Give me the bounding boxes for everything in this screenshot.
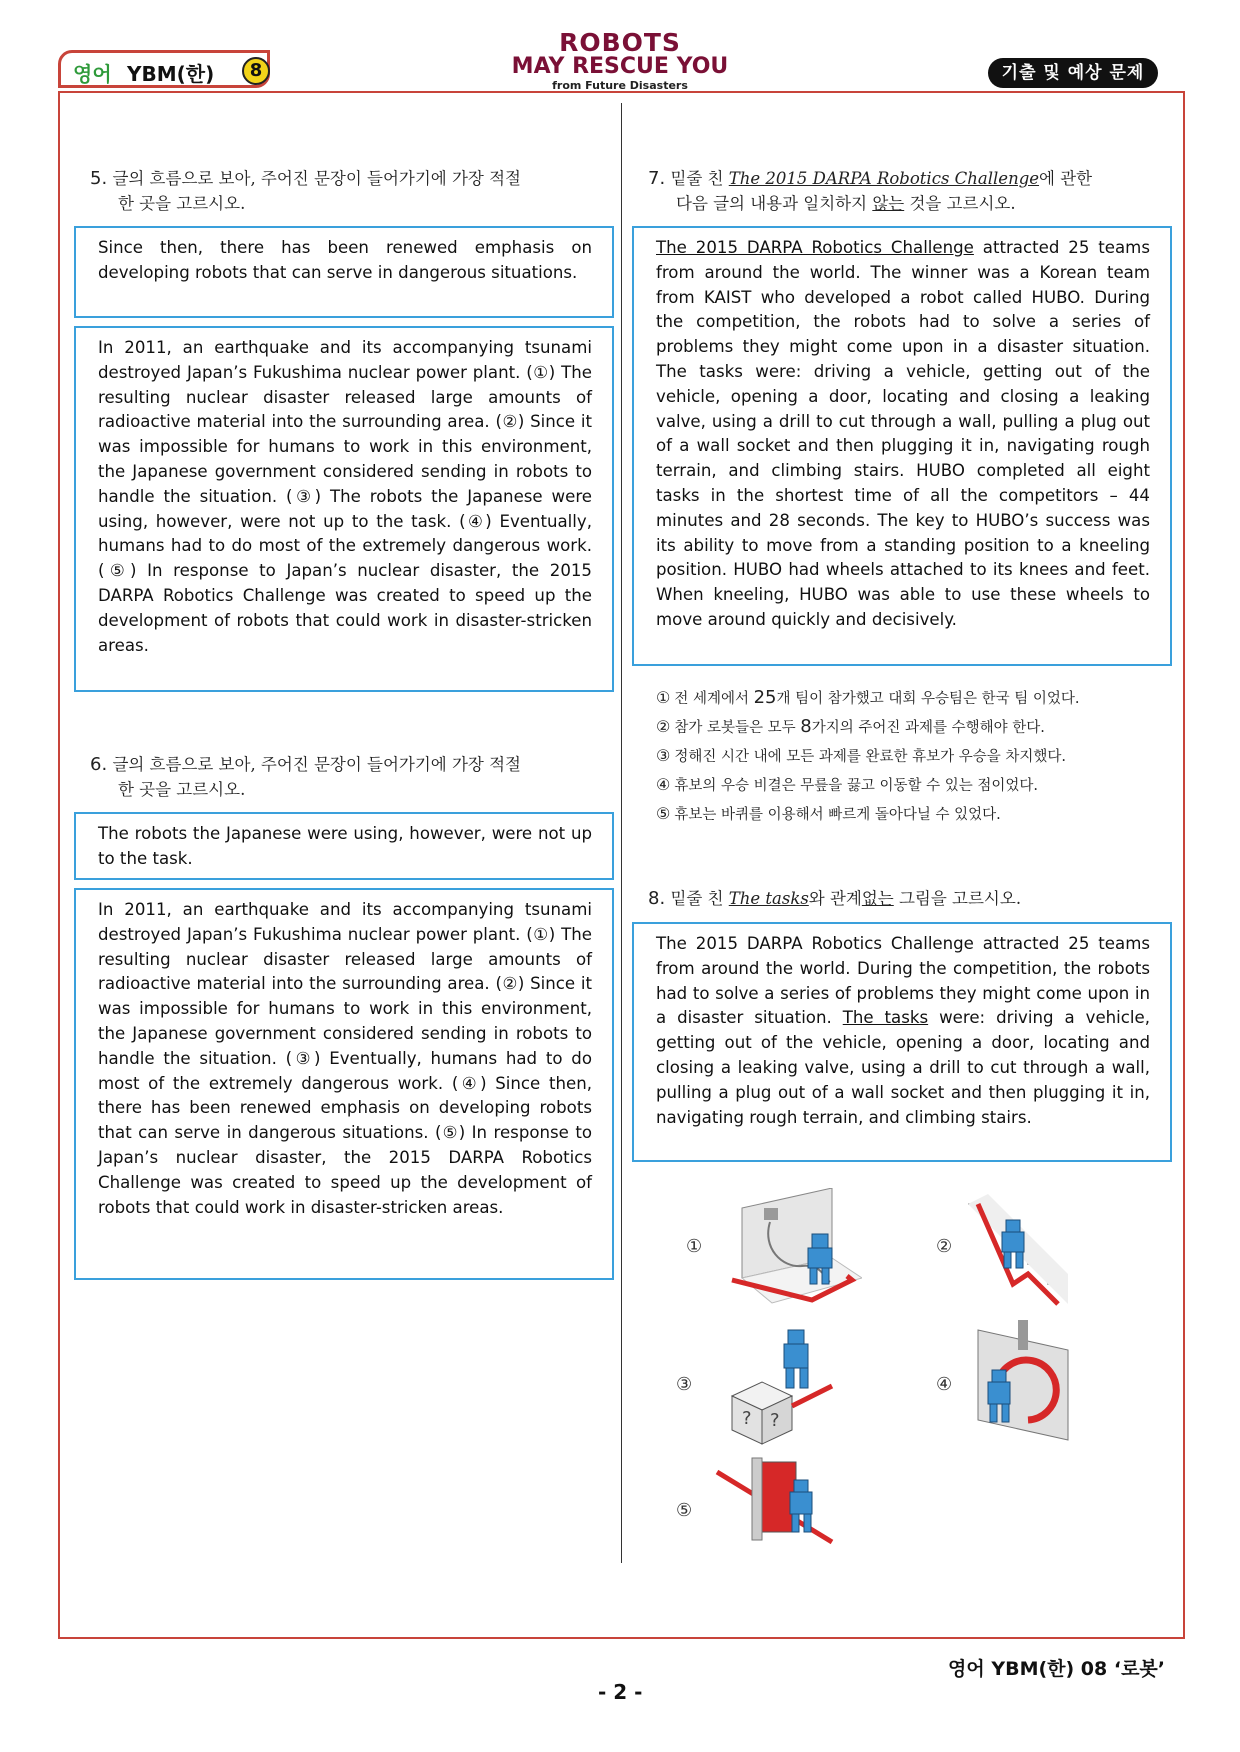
question-8-prompt [648,886,1168,911]
choice-text: 참가 로봇들은 모두 [674,720,801,736]
q5-given-sentence-box [74,226,614,318]
prompt-text: 글의 흐름으로 보아, 주어진 문장이 들어가기에 가장 적절 [112,169,521,188]
logo-line-3: from Future Disasters [552,79,688,92]
question-mark-icon: ? [770,1410,780,1431]
q8-passage-box [632,922,1172,1162]
picture-label-3: ③ [676,1374,693,1395]
q5-passage-box [74,326,614,692]
question-6-prompt [90,752,590,802]
given-sentence: Since then, there has been renewed emphasis on developing robots that can serve in dangerous situations. [98,238,592,282]
choice-mark: ② [656,717,671,736]
question-mark-icon: ? [742,1408,752,1429]
given-sentence: The robots the Japanese were using, however, were not up to the task. [98,824,592,868]
footer-title: 영어 YBM(한) 08 ‘로봇’ [948,1658,1166,1680]
picture-label-5: ⑤ [676,1500,693,1521]
question-number: 6. [90,754,108,775]
question-number: 8. [648,888,666,909]
choice-text: 휴보의 우승 비결은 무릎을 끓고 이동할 수 있는 점이었다. [674,778,1038,794]
choice-mark: ⑤ [656,804,671,823]
question-number: 5. [90,168,108,189]
prompt-text: 것을 고르시오. [904,194,1016,213]
q6-given-sentence-box [74,812,614,880]
prompt-title: The tasks [728,889,809,908]
choice-item[interactable] [656,800,1080,829]
choice-number: 25 [753,687,777,708]
section-tag: 기출 및 예상 문제 [988,58,1158,88]
choice-item[interactable] [656,771,1080,800]
choice-number: 8 [800,716,812,737]
prompt-text: 에 관한 [1039,169,1093,188]
prompt-emphasis: 않는 [872,194,905,213]
passage-text: attracted 25 teams from around the world. The winner was a Korean team from KAIST who developed a robot called HUBO. During the competition, the robots had to solve a series of problems they might come upon in a disaster situation. The tasks were: driving a vehicle, getting out of the vehicle, opening a door, locating and closing a leaking valve, using a drill to cut through a wall, pulling a plug out of a wall socket and then plugging it in, navigating rough terrain, and climbing stairs. HUBO completed all eight tasks in the shortest time of all the competitors – 44 minutes and 28 seconds. The key to HUBO’s success was its ability to move from a standing position to a kneeling position. HUBO had wheels attached to its knees and feet. When kneeling, HUBO was able to use these wheels to move around quickly and decisively. [656,238,1150,629]
picture-opening-door[interactable] [712,1452,852,1562]
column-divider [621,103,622,1563]
question-number: 7. [648,168,666,189]
publisher-label: YBM(한) [127,62,215,86]
logo-line-2: MAY RESCUE YOU [511,54,729,79]
q7-passage-box [632,226,1172,666]
title-logo [510,30,730,91]
prompt-text: 한 곳을 고르시오. [118,780,246,799]
choice-text: 정해진 시간 내에 모든 과제를 완료한 휴보가 우승을 차지했다. [674,749,1066,765]
prompt-emphasis: 없는 [861,889,894,908]
picture-label-1: ① [686,1236,703,1257]
picture-climbing-stairs[interactable] [958,1184,1078,1314]
q6-passage-box [74,888,614,1280]
picture-mystery-box[interactable] [712,1326,842,1456]
page-number: - 2 - [598,1680,643,1704]
lesson-number: 8 [242,57,270,85]
robot-icon [784,1330,808,1388]
picture-drill-wall[interactable] [958,1320,1078,1450]
picture-plug-socket[interactable] [712,1188,862,1308]
prompt-text: 밑줄 친 [670,169,729,188]
choice-item[interactable] [656,684,1080,713]
prompt-text: 그림을 고르시오. [893,889,1022,908]
prompt-text: 밑줄 친 [670,889,729,908]
choice-mark: ③ [656,746,671,765]
passage-title: The 2015 DARPA Robotics Challenge [656,238,974,257]
subject-label: 영어 [73,62,112,86]
logo-line-1: ROBOTS [559,28,681,57]
header-badge [58,50,270,88]
choice-text: 휴보는 바퀴를 이용해서 빠르게 돌아다닐 수 있었다. [674,807,1001,823]
question-7-prompt [648,166,1148,216]
choice-mark: ④ [656,775,671,794]
choice-text: 전 세계에서 [674,691,754,707]
choice-item[interactable] [656,713,1080,742]
prompt-text: 와 관계 [808,889,862,908]
prompt-text: 글의 흐름으로 보아, 주어진 문장이 들어가기에 가장 적절 [112,755,521,774]
passage-text: were: driving a vehicle, getting out of the vehicle, opening a door, locating and closing a leaking valve, using a drill to cut through a wall, pulling a plug out of a wall socket and then plugging it in, navigating rough terrain, and climbing stairs. [656,1008,1151,1127]
prompt-title: The 2015 DARPA Robotics Challenge [728,169,1040,188]
q7-choices [656,684,1080,829]
passage-text: In 2011, an earthquake and its accompanying tsunami destroyed Japan’s Fukushima nuclear power plant. (①) The resulting nuclear disaster released large amounts of radioactive material into the surrounding area. (②) Since it was impossible for humans to work in this environment, the Japanese government considered sending in robots to handle the situation. (③) Eventually, humans had to do most of the extremely dangerous work. (④) Since then, there has been renewed emphasis on developing robots that can serve in dangerous situations. (⑤) In response to Japan’s nuclear disaster, the 2015 DARPA Robotics Challenge was created to speed up the development of robots that could work in disaster-stricken areas. [98,900,592,1217]
choice-item[interactable] [656,742,1080,771]
passage-text: In 2011, an earthquake and its accompanying tsunami destroyed Japan’s Fukushima nuclear power plant. (①) The resulting nuclear disaster released large amounts of radioactive material into the surrounding area. (②) Since it was impossible for humans to work in this environment, the Japanese government considered sending in robots to handle the situation. (③) The robots the Japanese were using, however, were not up to the task. (④) Eventually, humans had to do most of the extremely dangerous work. (⑤) In response to Japan’s nuclear disaster, the 2015 DARPA Robotics Challenge was created to speed up the development of robots that could work in disaster-stricken areas. [98,338,592,655]
choice-text: 개 팀이 참가했고 대회 우승팀은 한국 팀 이었다. [776,691,1080,707]
prompt-text: 한 곳을 고르시오. [118,194,246,213]
question-5-prompt [90,166,590,216]
choice-mark: ① [656,688,671,707]
passage-text: The 2015 DARPA Robotics Challenge attracted 25 teams from around the world. During the competition, the robots had to solve a series of problems they might come upon in a disaster situation. [656,934,1150,1028]
socket-icon [764,1208,778,1220]
picture-label-4: ④ [936,1374,953,1395]
prompt-text: 다음 글의 내용과 일치하지 [676,194,873,213]
choice-text: 가지의 주어진 과제를 수행해야 한다. [811,720,1045,736]
passage-underline: The tasks [842,1008,929,1028]
picture-label-2: ② [936,1236,953,1257]
